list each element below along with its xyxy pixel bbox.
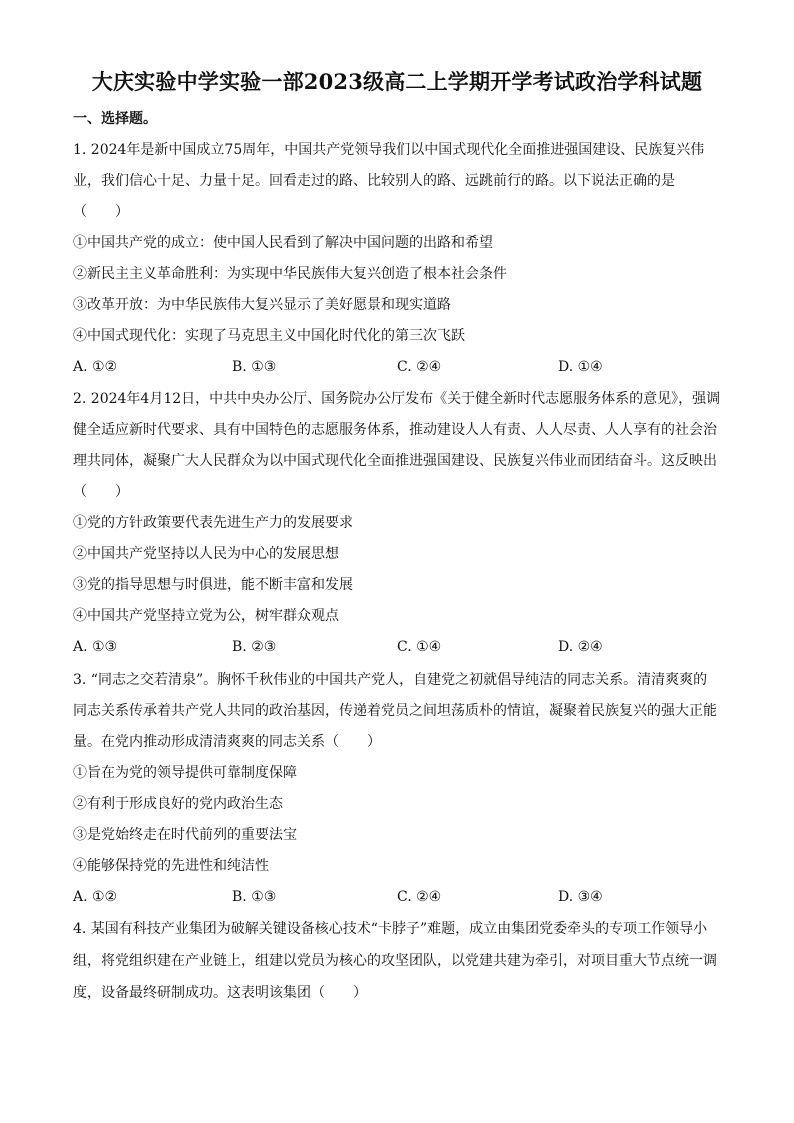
section-heading: 一、选择题。 [73,111,157,127]
question-1-stem-line: 业，我们信心十足、力量十足。回看走过的路、比较别人的路、远跳前行的路。以下说法正确的是 [73,173,675,189]
question-4-stem-line: 组，将党组织建在产业链上，组建以党员为核心的攻坚团队，以党建共建为牵引，对项目重大节点统一调 [73,953,717,969]
question-1-option-a: A. ①② [73,359,118,375]
question-3-stem-line: 3. “同志之交若清泉”。胸怀千秋伟业的中国共产党人，自建党之初就倡导纯洁的同志关系。清清爽爽的 [73,672,708,688]
question-1-item: ①中国共产党的成立：使中国人民看到了解决中国问题的出路和希望 [73,235,493,251]
question-4-stem-line: 度，设备最终研制成功。这表明该集团（ ） [73,985,367,1001]
question-3-item: ③是党始终走在时代前列的重要法宝 [73,827,297,843]
question-3-item: ④能够保持党的先进性和纯洁性 [73,858,269,874]
exam-title: 大庆实验中学实验一部2023级高二上学期开学考试政治学科试题 [91,69,703,94]
question-2-option-a: A. ①③ [73,639,118,655]
question-2-item: ④中国共产党坚持立党为公，树牢群众观点 [73,608,339,624]
question-1-option-c: C. ②④ [397,359,442,375]
question-3-option-d: D. ③④ [558,889,603,905]
question-2-stem-line: 2. 2024年4月12日，中共中央办公厅、国务院办公厅发布《关于健全新时代志愿服务体系的意见》，强调 [73,391,721,407]
question-1-option-b: B. ①③ [232,359,277,375]
question-2-item: ③党的指导思想与时俱进，能不断丰富和发展 [73,577,353,593]
question-2-option-b: B. ②③ [232,639,277,655]
question-3-item: ①旨在为党的领导提供可靠制度保障 [73,765,297,781]
question-2-item: ①党的方针政策要代表先进生产力的发展要求 [73,515,353,531]
question-2-item: ②中国共产党坚持以人民为中心的发展思想 [73,546,339,562]
question-3-stem-line: 同志关系传承着共产党人共同的政治基因，传递着党员之间坦荡质朴的情谊，凝聚着民族复兴的强大正能 [73,703,717,719]
question-2-stem-line: （ ） [73,484,129,500]
question-1-item: ④中国式现代化：实现了马克思主义中国化时代化的第三次飞跃 [73,328,465,344]
question-2-stem-line: 理共同体，凝聚广大人民群众为以中国式现代化全面推进强国建设、民族复兴伟业而团结奋斗。这反映出 [73,453,717,469]
question-3-item: ②有利于形成良好的党内政治生态 [73,796,283,812]
question-3-option-a: A. ①② [73,889,118,905]
question-1-item: ③改革开放：为中华民族伟大复兴显示了美好愿景和现实道路 [73,297,451,313]
question-1-item: ②新民主主义革命胜利：为实现中华民族伟大复兴创造了根本社会条件 [73,266,507,282]
question-2-option-c: C. ①④ [397,639,442,655]
question-3-stem-line: 量。在党内推动形成清清爽爽的同志关系（ ） [73,734,381,750]
question-3-option-b: B. ①③ [232,889,277,905]
question-1-stem-line: 1. 2024年是新中国成立75周年，中国共产党领导我们以中国式现代化全面推进强国建设、民族复兴伟 [73,142,705,158]
question-3-option-c: C. ②④ [397,889,442,905]
question-1-option-d: D. ①④ [558,359,603,375]
question-2-stem-line: 健全适应新时代要求、具有中国特色的志愿服务体系，推动建设人人有责、人人尽责、人人享有的社会治 [73,422,717,438]
question-2-option-d: D. ②④ [558,639,603,655]
question-4-stem-line: 4. 某国有科技产业集团为破解关键设备核心技术“卡脖子”难题，成立由集团党委牵头的专项工作领导小 [73,921,708,937]
question-1-stem-line: （ ） [73,204,129,220]
